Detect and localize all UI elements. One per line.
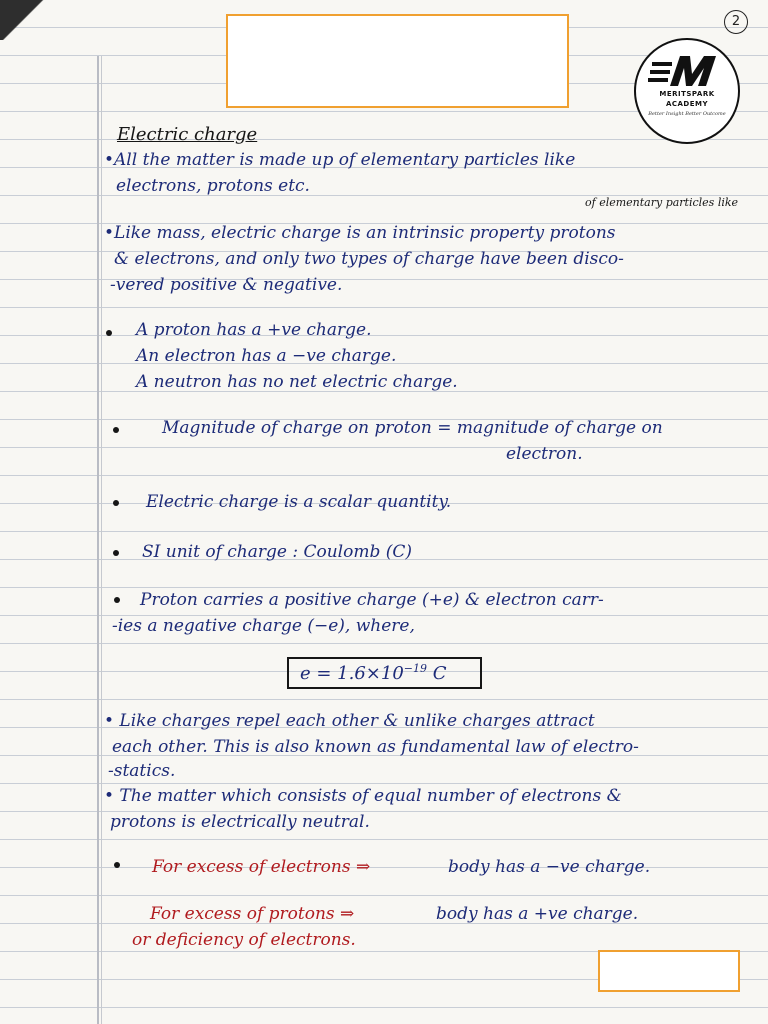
note-line: -ies a negative charge (−e), where,	[112, 616, 415, 636]
bullet-dot	[114, 597, 120, 603]
note-line: Magnitude of charge on proton = magnitude of charge on	[162, 418, 663, 438]
note-line: each other. This is also known as fundamental law of electro-	[112, 737, 639, 757]
note-line: electron.	[506, 444, 583, 464]
formula-lhs: e = 1.6×10	[300, 663, 404, 684]
note-line: • Like charges repel each other & unlike charges attract	[104, 711, 595, 731]
note-line: Proton carries a positive charge (+e) & electron carr-	[140, 590, 604, 610]
note-line: -statics.	[108, 761, 176, 781]
note-line: A proton has a +ve charge.	[136, 320, 372, 340]
note-line: SI unit of charge : Coulomb (C)	[142, 542, 413, 562]
bullet-dot	[113, 550, 119, 556]
page-corner-shadow	[0, 0, 48, 40]
bullet-dot	[106, 330, 112, 336]
note-line: electrons, protons etc.	[116, 176, 310, 196]
note-line: •All the matter is made up of elementary particles like	[104, 150, 576, 170]
margin-line	[97, 56, 99, 1024]
logo-name: MERITSPARK	[659, 90, 715, 98]
note-line: Electric charge is a scalar quantity.	[146, 492, 452, 512]
academy-logo	[634, 38, 740, 144]
formula-exponent: −19	[403, 662, 428, 675]
note-line: protons is electrically neutral.	[110, 812, 370, 832]
logo-m-icon	[648, 52, 728, 88]
note-line: & electrons, and only two types of charge have been disco-	[114, 249, 624, 269]
formula-unit: C	[427, 663, 447, 684]
note-line: •Like mass, electric charge is an intrinsic property protons	[104, 223, 616, 243]
title-redaction-box	[226, 14, 569, 108]
bullet-dot	[113, 427, 119, 433]
page-heading: Electric charge	[117, 124, 258, 145]
formula-value	[300, 662, 447, 684]
logo-subtitle: ACADEMY	[665, 100, 709, 108]
note-line-red: For excess of electrons ⇒	[152, 857, 371, 877]
note-line: -vered positive & negative.	[110, 275, 343, 295]
note-line: body has a −ve charge.	[448, 857, 651, 877]
note-line: • The matter which consists of equal number of electrons &	[104, 786, 622, 806]
note-line-red: For excess of protons ⇒	[150, 904, 355, 924]
page-number: 2	[724, 10, 748, 34]
note-insert: of elementary particles like	[585, 196, 739, 209]
note-line-red: or deficiency of electrons.	[132, 930, 356, 950]
note-line: An electron has a −ve charge.	[136, 346, 397, 366]
logo-tagline: Better Insight Better Outcome	[648, 111, 726, 117]
bullet-dot	[114, 862, 120, 868]
bullet-dot	[113, 500, 119, 506]
note-line: body has a +ve charge.	[436, 904, 639, 924]
margin-line-inner	[101, 56, 102, 1024]
footer-redaction-box	[598, 950, 740, 992]
note-line: A neutron has no net electric charge.	[136, 372, 458, 392]
